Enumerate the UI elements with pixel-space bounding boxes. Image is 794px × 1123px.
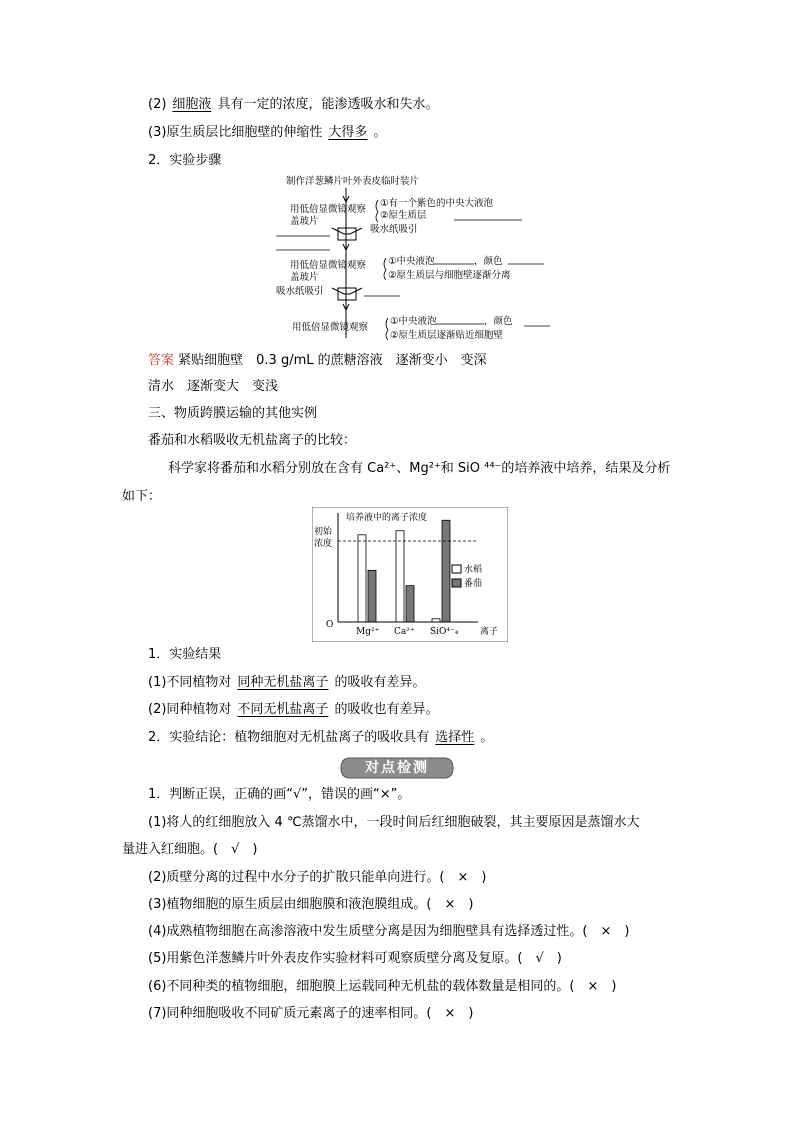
heading-steps: 2．实验步骤 <box>148 153 222 168</box>
y-axis-label-1: 初始 <box>314 527 333 537</box>
brace <box>384 258 386 280</box>
flow-obs3: 用低倍显微镜观察 <box>292 322 369 333</box>
result-line-2 <box>148 701 438 719</box>
flow-obs3-a2: ，颜色 <box>484 316 513 327</box>
banner-text: 对点检测 <box>365 760 429 776</box>
section-banner <box>340 757 454 779</box>
answer-blank: 选择性 <box>435 730 475 745</box>
result-line-1 <box>148 674 425 692</box>
category-label: Mg²⁺ <box>356 627 380 637</box>
text: 紧贴细胞壁 0.3 g/mL 的蔗糖溶液 逐渐变小 变深 <box>178 353 487 368</box>
text: 的吸收有差异。 <box>334 675 426 690</box>
chart-title: 培养液中的离子浓度 <box>346 513 428 523</box>
answer-blank: 同种无机盐离子 <box>237 675 329 690</box>
flow-obs2-a2: ，颜色 <box>474 256 503 267</box>
flow-obs1-b: ②原生质层 <box>380 210 427 221</box>
question-1a: (1)将人的红细胞放入 4 ℃蒸馏水中，一段时间后红细胞破裂，其主要原因是蒸馏水大 <box>148 815 640 830</box>
slide-icon <box>332 228 362 234</box>
bar-tomato-0 <box>368 570 376 622</box>
conclusion-line <box>148 729 493 747</box>
flow-absorb: 吸水纸吸引 <box>370 224 418 235</box>
legend-swatch-rice <box>452 565 461 573</box>
result-heading: 1．实验结果 <box>148 647 222 662</box>
x-axis-label: 离子 <box>480 627 499 637</box>
bar-rice-1 <box>396 531 404 622</box>
answer-blank: 大得多 <box>328 125 368 140</box>
text: (3)原生质层比细胞壁的伸缩性 <box>148 125 323 140</box>
slide-icon <box>332 288 362 294</box>
flow-obs3-a: ①中央液泡 <box>390 316 437 327</box>
flow-slide: 盖玻片 <box>290 272 319 283</box>
question-1b: 量进入红细胞。( √ ) <box>122 842 258 857</box>
text: (2)同种植物对 <box>148 702 232 717</box>
text: 2．实验结论：植物细胞对无机盐离子的吸收具有 <box>148 730 430 745</box>
intro-line-2: 如下： <box>122 489 162 504</box>
flow-obs2-b: ②原生质层与细胞壁逐渐分离 <box>388 270 511 281</box>
compare-line: 番茄和水稻吸收无机盐离子的比较： <box>148 433 357 448</box>
question-5: (5)用紫色洋葱鳞片叶外表皮作实验材料可观察质壁分离及复原。( √ ) <box>148 951 562 966</box>
answer-line-2: 清水 逐渐变大 变浅 <box>148 379 279 394</box>
flow-absorb: 吸水纸吸引 <box>276 286 324 297</box>
legend-swatch-tomato <box>452 579 461 587</box>
origin-label: O <box>326 620 334 630</box>
bar-rice-0 <box>358 535 366 622</box>
flow-step1: 制作洋葱鳞片叶外表皮临时装片 <box>286 176 420 187</box>
bar-tomato-2 <box>442 520 450 622</box>
brace <box>376 200 378 222</box>
intro-line-1: 科学家将番茄和水稻分别放在含有 Ca²⁺、Mg²⁺和 SiO ⁴⁴⁻的培养液中培养，结果及分析 <box>168 461 671 476</box>
legend-tomato: 番茄 <box>464 579 483 589</box>
section-heading: 三、物质跨膜运输的其他实例 <box>148 406 318 421</box>
experiment-flowchart <box>268 170 568 350</box>
brace <box>386 318 388 340</box>
text: 的吸收也有差异。 <box>334 702 439 717</box>
answer-tag: 答案 <box>148 353 175 368</box>
flow-obs1-a: ①有一个紫色的中央大液泡 <box>380 198 494 209</box>
legend-rice: 水稻 <box>464 565 483 575</box>
flow-obs1: 用低倍显微镜观察 <box>290 204 367 215</box>
bar-tomato-1 <box>406 586 414 622</box>
line-cell-sap <box>148 96 438 114</box>
question-6: (6)不同种类的植物细胞，细胞膜上运载同种无机盐的载体数量是相同的。( × ) <box>148 979 617 994</box>
question-3: (3)植物细胞的原生质层由细胞膜和液泡膜组成。( × ) <box>148 897 474 912</box>
flow-obs3-b: ②原生质层逐渐贴近细胞壁 <box>390 330 504 341</box>
text: (1)不同植物对 <box>148 675 232 690</box>
flow-obs2: 用低倍显微镜观察 <box>290 260 367 271</box>
text: 。 <box>480 730 494 745</box>
flow-obs2-a: ①中央液泡 <box>388 256 435 267</box>
line-elasticity <box>148 124 386 142</box>
text: 具有一定的浓度，能渗透吸水和失水。 <box>217 97 439 112</box>
question-2: (2)质壁分离的过程中水分子的扩散只能单向进行。( × ) <box>148 870 487 885</box>
answer-line-1 <box>148 352 487 370</box>
question-4: (4)成熟植物细胞在高渗溶液中发生质壁分离是因为细胞壁具有选择透过性。( × ) <box>148 924 630 939</box>
question-7: (7)同种细胞吸收不同矿质元素离子的速率相同。( × ) <box>148 1006 474 1021</box>
category-label: SiO⁴⁻₄ <box>430 627 459 637</box>
ion-concentration-chart <box>312 507 508 642</box>
answer-blank: 不同无机盐离子 <box>237 702 329 717</box>
y-axis-label-2: 浓度 <box>314 539 333 549</box>
category-label: Ca²⁺ <box>394 627 415 637</box>
answer-blank: 细胞液 <box>172 97 212 112</box>
flow-slide: 盖玻片 <box>290 216 319 227</box>
text: 。 <box>373 125 387 140</box>
text: (2) <box>148 97 167 112</box>
judge-heading: 1．判断正误，正确的画“√”，错误的画“×”。 <box>148 787 411 802</box>
